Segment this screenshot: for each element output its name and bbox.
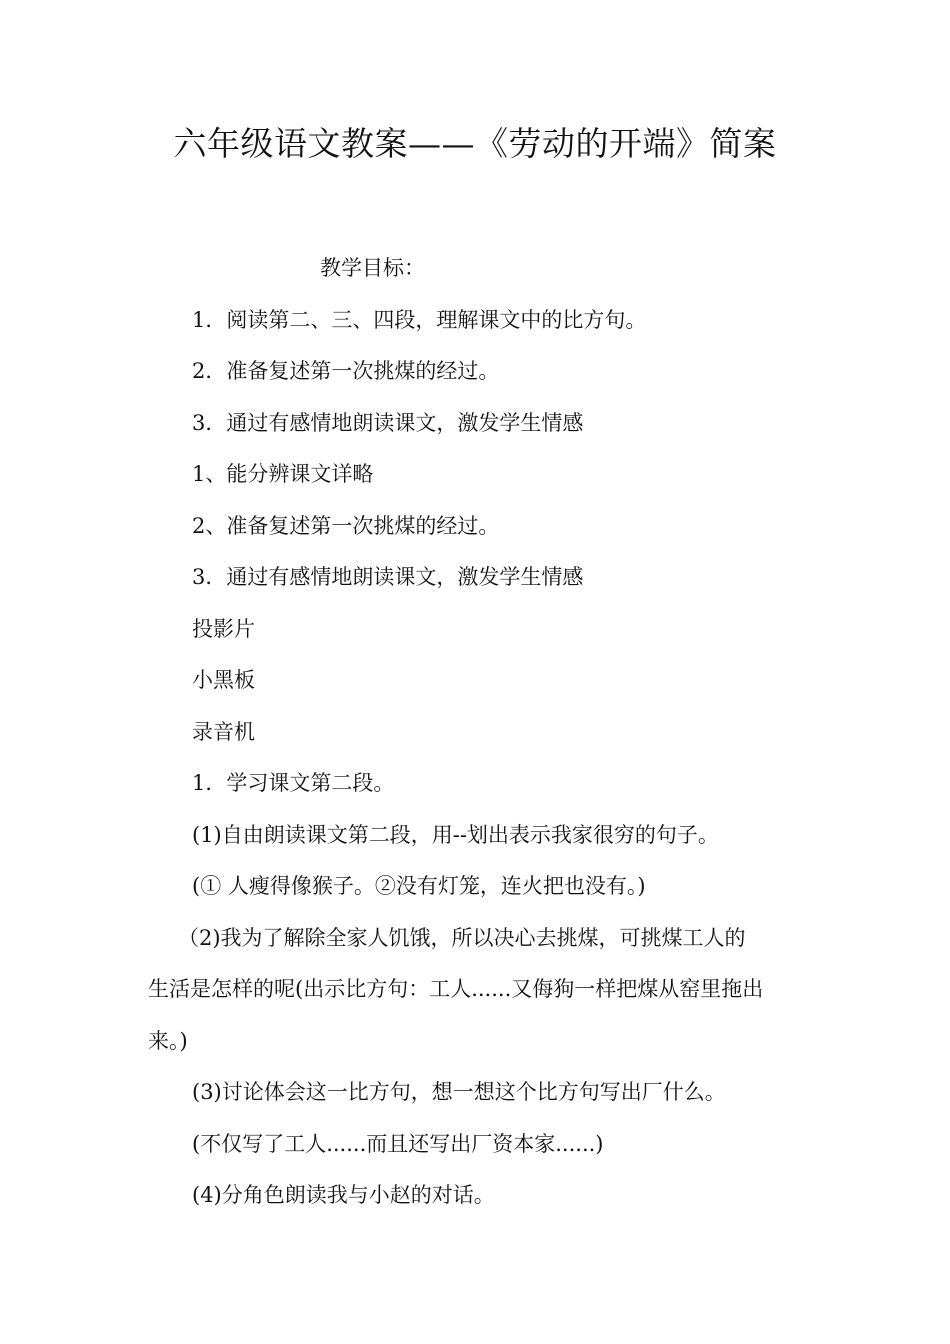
text-line: (3)讨论体会这一比方句，想一想这个比方句写出厂什么。 (192, 1080, 726, 1104)
paragraph-2 (148, 913, 798, 1068)
document-body (148, 243, 798, 1222)
text-line: 2．准备复述第一次挑煤的经过。 (192, 359, 500, 383)
text-line: 3．通过有感情地朗读课文，激发学生情感 (192, 565, 584, 589)
text-line: (不仅写了工人......而且还写出厂资本家......) (192, 1131, 604, 1156)
paragraph-line: （2)我为了解除全家人饥饿，所以决心去挑煤，可挑煤工人的 (178, 925, 746, 950)
document-title: 六年级语文教案——《劳动的开端》简案 (173, 124, 777, 163)
text-line: 1、能分辨课文详略 (192, 462, 374, 486)
text-line: 1．学习课文第二段。 (192, 771, 395, 795)
text-line: (1)自由朗读课文第二段，用--划出表示我家很穷的句子。 (192, 822, 719, 847)
text-line: 2、准备复述第一次挑煤的经过。 (192, 513, 500, 538)
paragraph-line: 来。) (148, 1028, 188, 1053)
objectives-heading: 教学目标： (320, 256, 425, 280)
text-line: (4)分角色朗读我与小赵的对话。 (192, 1183, 495, 1207)
text-line: (① 人瘦得像猴子。②没有灯笼，连火把也没有。) (192, 874, 646, 898)
text-line: 3．通过有感情地朗读课文，激发学生情感 (192, 410, 584, 435)
text-line: 录音机 (192, 719, 255, 744)
paragraph-line: 生活是怎样的呢(出示比方句：工人......又侮狗一样把煤从窑里拖出 (148, 977, 764, 1001)
text-line: 小黑板 (192, 668, 255, 692)
text-line: 1．阅读第二、三、四段，理解课文中的比方句。 (192, 307, 647, 332)
text-line: 投影片 (192, 616, 255, 641)
